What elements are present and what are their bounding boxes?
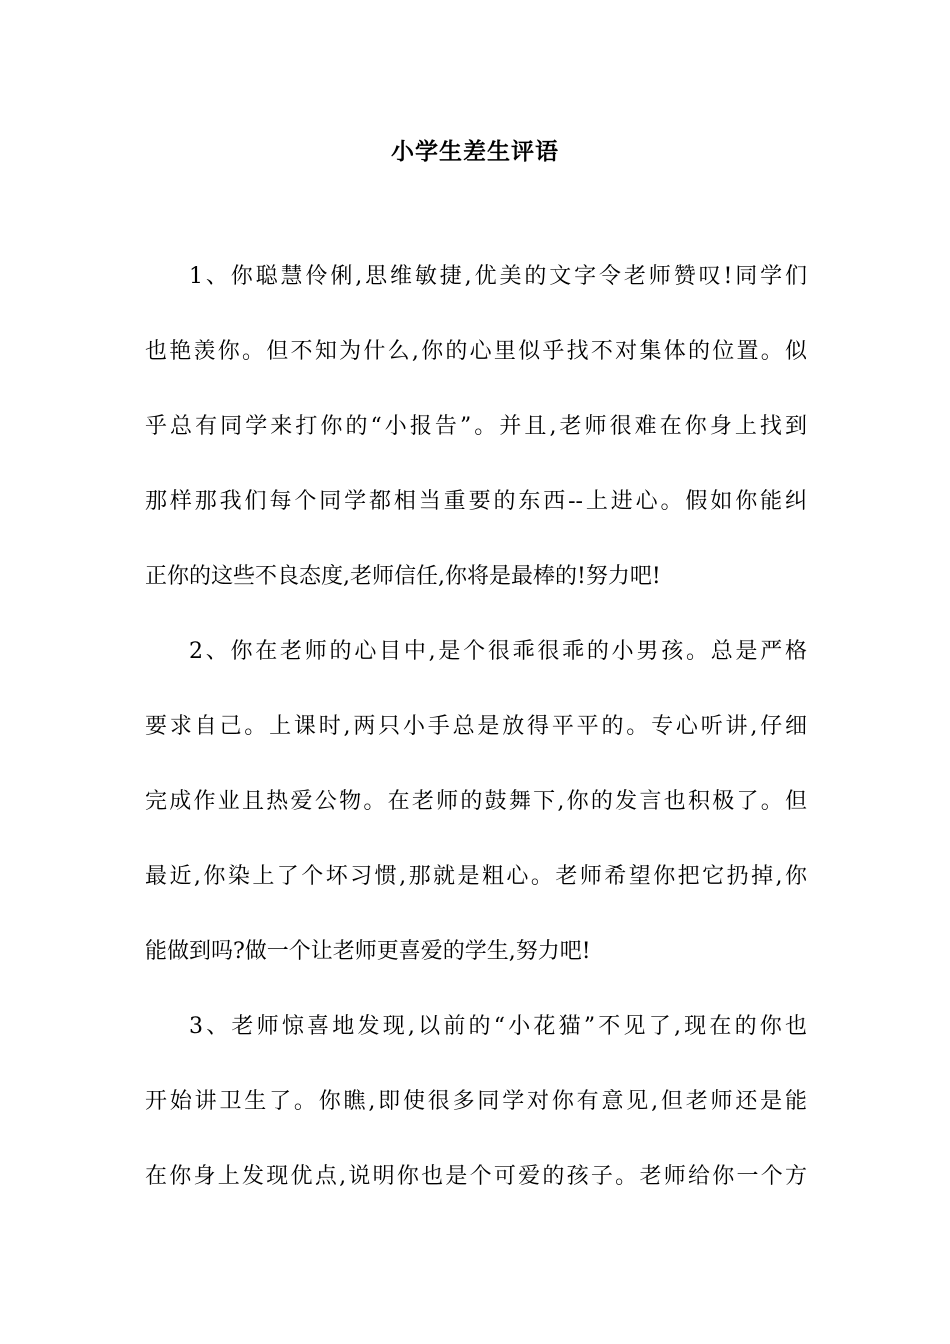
paragraph-line: 乎总有同学来打你的“小报告”。并且,老师很难在你身上找到 (145, 414, 807, 439)
paragraph-line: 正你的这些不良态度,老师信任,你将是最棒的!努力吧! (145, 564, 661, 589)
paragraph-line: 也艳羡你。但不知为什么,你的心里似乎找不对集体的位置。似 (145, 339, 807, 364)
paragraph-line: 完成作业且热爱公物。在老师的鼓舞下,你的发言也积极了。但 (145, 789, 807, 814)
paragraph-line: 那样那我们每个同学都相当重要的东西--上进心。假如你能纠 (145, 489, 807, 514)
paragraph-3 (145, 1007, 807, 1232)
paragraph-line: 开始讲卫生了。你瞧,即使很多同学对你有意见,但老师还是能 (145, 1089, 807, 1114)
paragraph-line: 要求自己。上课时,两只小手总是放得平平的。专心听讲,仔细 (145, 714, 807, 739)
paragraph-line: 在你身上发现优点,说明你也是个可爱的孩子。老师给你一个方 (145, 1164, 807, 1189)
paragraph-1 (145, 257, 807, 632)
paragraph-line: 最近,你染上了个坏习惯,那就是粗心。老师希望你把它扔掉,你 (145, 864, 807, 889)
paragraph-line: 2、你在老师的心目中,是个很乖很乖的小男孩。总是严格 (189, 639, 807, 664)
document-title: 小学生差生评语 (391, 138, 559, 165)
paragraph-line: 3、老师惊喜地发现,以前的“小花猫”不见了,现在的你也 (189, 1014, 807, 1039)
paragraph-line: 1、你聪慧伶俐,思维敏捷,优美的文字令老师赞叹!同学们 (189, 264, 807, 289)
paragraph-2 (145, 632, 807, 1007)
document-body (145, 257, 807, 1232)
paragraph-line: 能做到吗?做一个让老师更喜爱的学生,努力吧! (145, 939, 591, 964)
